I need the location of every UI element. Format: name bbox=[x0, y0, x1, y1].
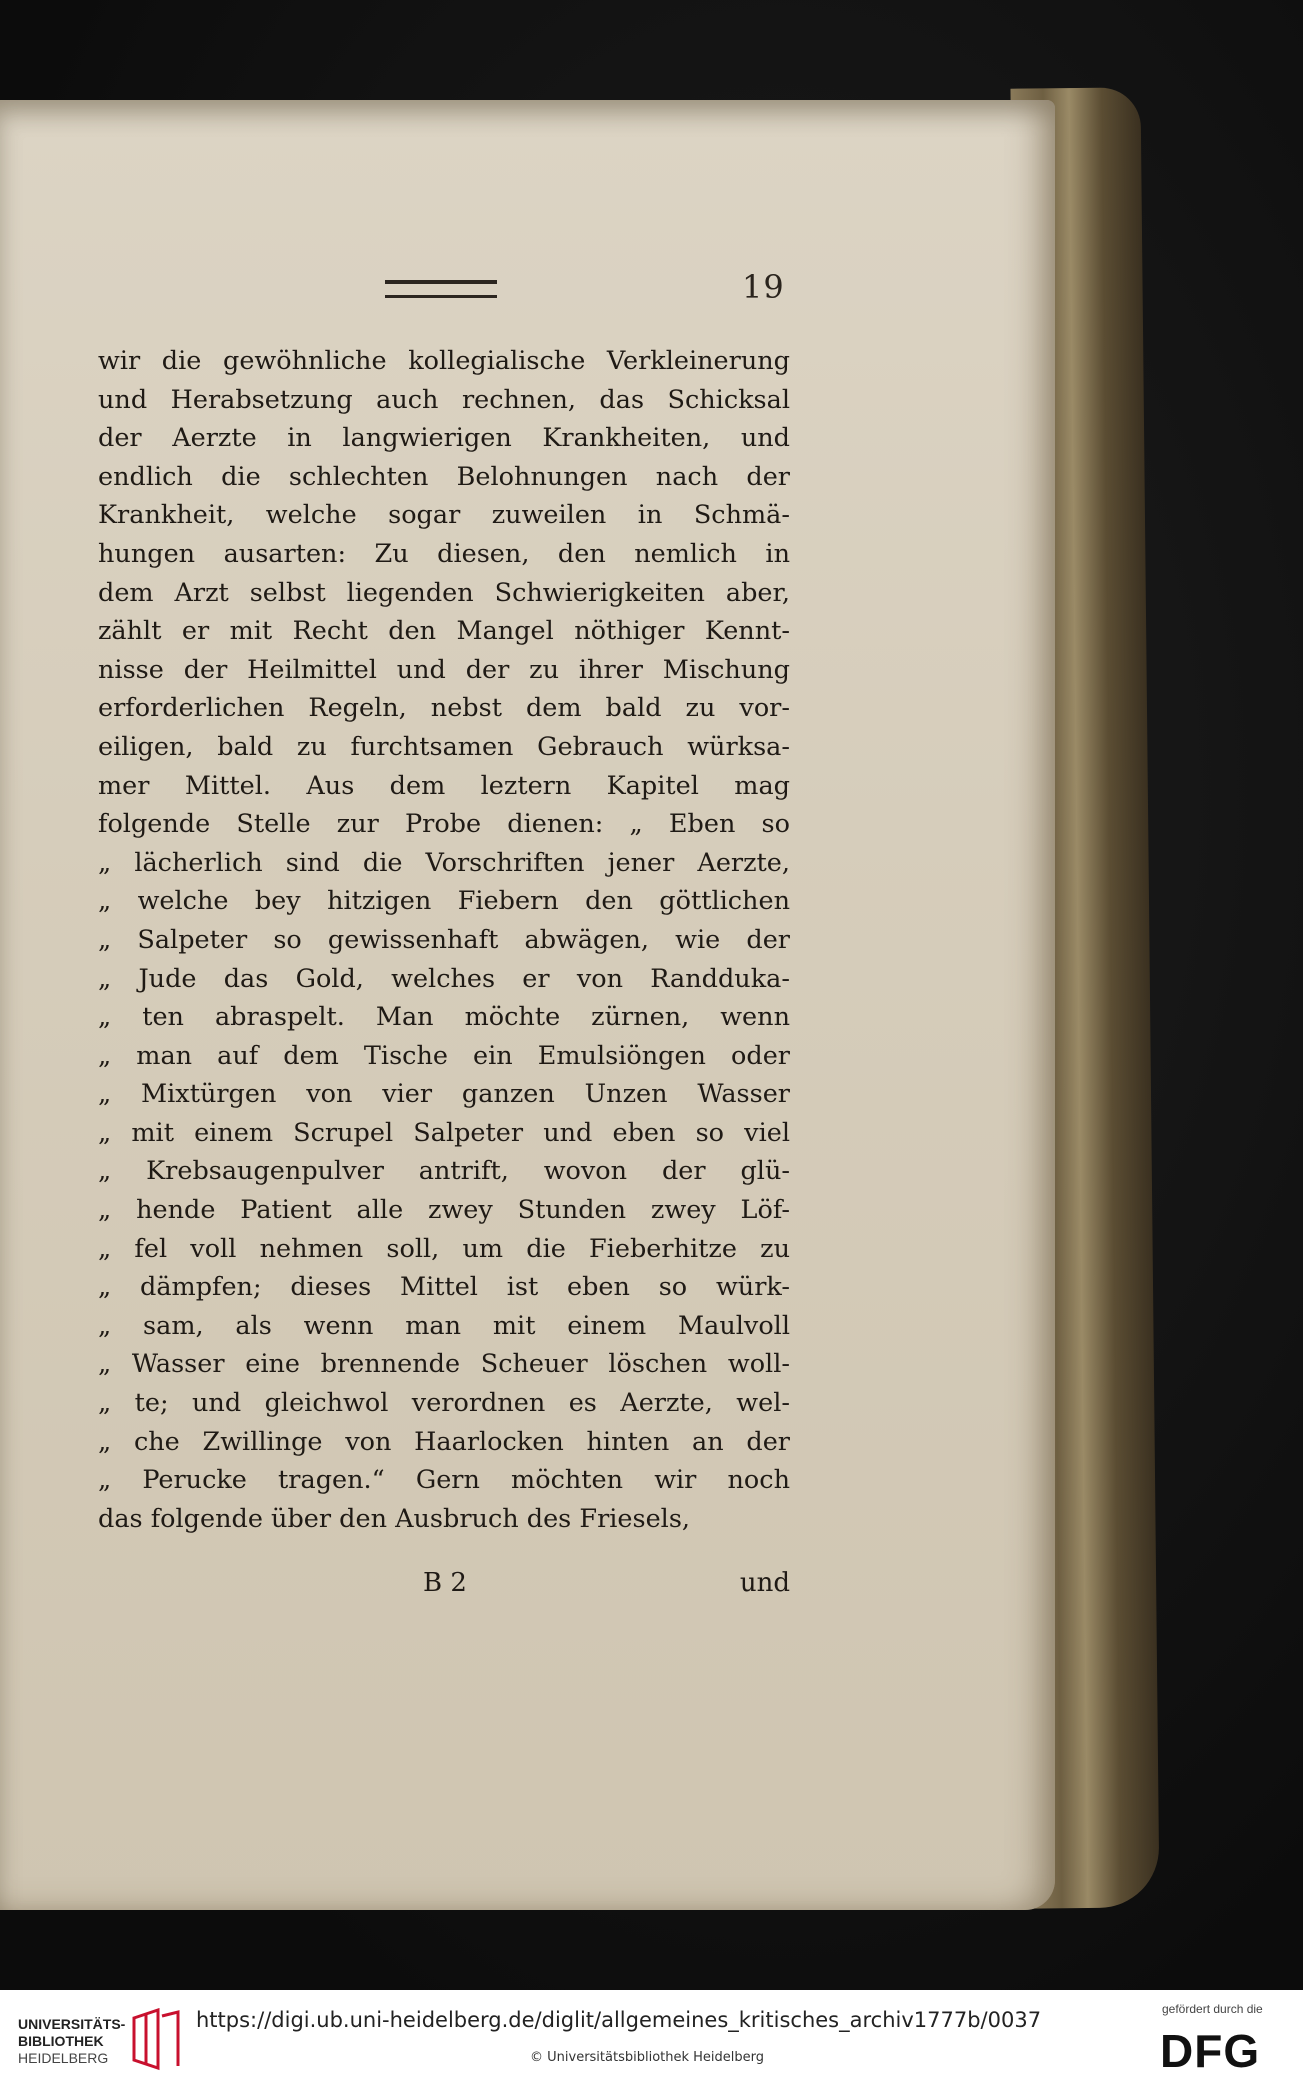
text-line: „ fel voll nehmen soll, um die Fieberhitze zu bbox=[98, 1233, 790, 1264]
text-line: „ Mixtürgen von vier ganzen Unzen Wasser bbox=[98, 1079, 790, 1110]
body-text bbox=[98, 342, 790, 1538]
text-line: das folgende über den Ausbruch des Friesels, bbox=[98, 1503, 691, 1534]
text-line: „ Perucke tragen.“ Gern möchten wir noch bbox=[98, 1465, 790, 1496]
text-line: „ dämpfen; dieses Mittel ist eben so würk- bbox=[98, 1272, 790, 1303]
funding-note: gefördert durch die bbox=[1162, 2002, 1263, 2016]
text-line: „ man auf dem Tische ein Emulsiöngen oder bbox=[98, 1040, 790, 1071]
text-line: und Herabsetzung auch rechnen, das Schicksal bbox=[98, 384, 790, 415]
institution-line: BIBLIOTHEK bbox=[18, 2033, 104, 2049]
text-line: zählt er mit Recht den Mangel nöthiger Kennt- bbox=[98, 616, 790, 647]
page-number: 19 bbox=[742, 268, 785, 306]
catchword: und bbox=[739, 1568, 790, 1598]
page-footer bbox=[98, 1568, 790, 1608]
text-line: „ Jude das Gold, welches er von Randduka- bbox=[98, 963, 790, 994]
text-line: „ ten abraspelt. Man möchte zürnen, wenn bbox=[98, 1002, 790, 1033]
text-line: „ hende Patient alle zwey Stunden zwey Löf- bbox=[98, 1195, 790, 1226]
text-line: der Aerzte in langwierigen Krankheiten, und bbox=[98, 423, 790, 454]
text-line: wir die gewöhnliche kollegialische Verkleinerung bbox=[98, 346, 790, 376]
text-line: nisse der Heilmittel und der zu ihrer Mischung bbox=[98, 654, 790, 685]
viewer-footer-bar bbox=[0, 1990, 1303, 2087]
university-logo-icon bbox=[128, 2008, 182, 2072]
text-line: „ Wasser eine brennende Scheuer löschen woll- bbox=[98, 1349, 790, 1380]
text-line: Krankheit, welche sogar zuweilen in Schmä- bbox=[98, 500, 790, 531]
text-line: hungen ausarten: Zu diesen, den nemlich in bbox=[98, 538, 790, 569]
signature-mark: B 2 bbox=[423, 1568, 467, 1598]
text-line: „ mit einem Scrupel Salpeter und eben so viel bbox=[98, 1117, 790, 1148]
text-line: „ welche bey hitzigen Fiebern den göttlichen bbox=[98, 886, 790, 917]
text-line: dem Arzt selbst liegenden Schwierigkeiten aber, bbox=[98, 577, 790, 608]
text-line: folgende Stelle zur Probe dienen: „ Eben so bbox=[98, 809, 790, 840]
text-line: „ lächerlich sind die Vorschriften jener Aerzte, bbox=[98, 847, 790, 878]
header-rule bbox=[385, 280, 497, 298]
text-line: „ Krebsaugenpulver antrift, wovon der glü- bbox=[98, 1156, 790, 1187]
dfg-logo: DFG bbox=[1160, 2025, 1261, 2077]
institution-line: UNIVERSITÄTS- bbox=[18, 2016, 126, 2032]
text-line: „ te; und gleichwol verordnen es Aerzte, wel- bbox=[98, 1388, 790, 1419]
text-line: mer Mittel. Aus dem leztern Kapitel mag bbox=[98, 770, 790, 801]
text-line: „ Salpeter so gewissenhaft abwägen, wie der bbox=[98, 924, 790, 955]
text-line: erforderlichen Regeln, nebst dem bald zu vor- bbox=[98, 693, 790, 724]
copyright-notice: © Universitätsbibliothek Heidelberg bbox=[530, 2050, 765, 2065]
institution-line: HEIDELBERG bbox=[18, 2050, 109, 2066]
text-line: endlich die schlechten Belohnungen nach der bbox=[98, 461, 790, 492]
text-line: „ sam, als wenn man mit einem Maulvoll bbox=[98, 1310, 790, 1341]
permalink-url[interactable]: https://digi.ub.uni-heidelberg.de/diglit/allgemeines_kritisches_archiv1777b/0037 bbox=[196, 2008, 1042, 2032]
text-line: „ che Zwillinge von Haarlocken hinten an der bbox=[98, 1426, 790, 1457]
institution-name bbox=[18, 2016, 125, 2067]
text-line: eiligen, bald zu furchtsamen Gebrauch würksa- bbox=[98, 731, 790, 762]
